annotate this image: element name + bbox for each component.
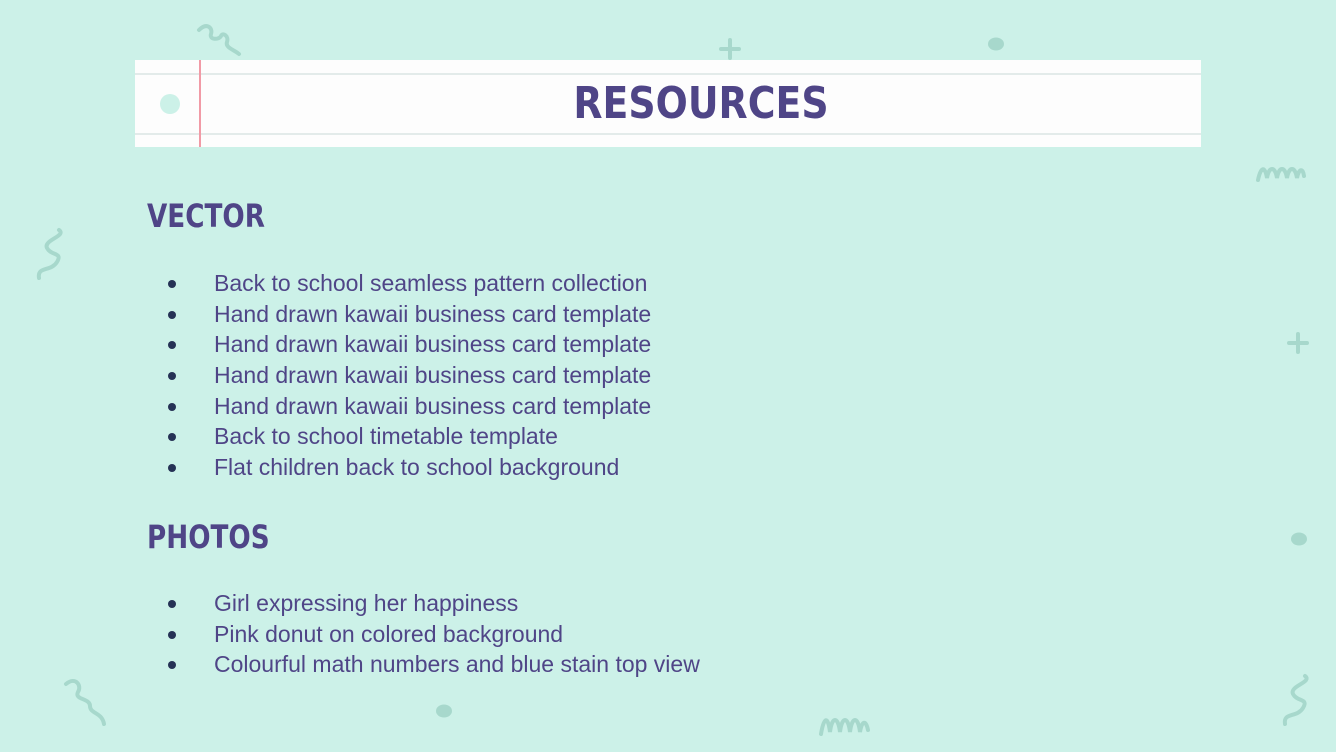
notebook-hole-icon	[160, 94, 180, 114]
list-item[interactable]	[168, 649, 700, 680]
squiggle-icon	[62, 676, 110, 728]
list-item[interactable]	[168, 360, 651, 391]
plus-icon	[1286, 331, 1310, 355]
title-bar	[135, 60, 1201, 147]
list-item[interactable]	[168, 329, 651, 360]
list-item-label: Colourful math numbers and blue stain top view	[214, 651, 700, 678]
squiggle-icon	[1279, 672, 1315, 728]
list-item-label: Back to school seamless pattern collection	[214, 270, 648, 296]
bullet-icon	[168, 631, 176, 639]
list-item[interactable]	[168, 299, 651, 330]
list-item[interactable]	[168, 619, 700, 650]
list-item-label: Pink donut on colored background	[214, 620, 564, 647]
bullet-icon	[168, 403, 176, 411]
squiggle-icon	[195, 22, 245, 60]
notebook-rule-line	[135, 133, 1201, 135]
list-item-label: Girl expressing her happiness	[214, 590, 519, 616]
section-heading-vector: VECTOR	[147, 197, 265, 235]
bullet-icon	[168, 280, 176, 288]
bullet-icon	[168, 600, 176, 608]
notebook-margin-line	[199, 60, 201, 147]
dot-icon	[435, 703, 453, 719]
zigzag-icon	[818, 710, 872, 738]
list-item-label: Flat children back to school background	[214, 454, 620, 481]
list-item-label: Hand drawn kawaii business card template	[214, 300, 652, 327]
bullet-icon	[168, 661, 176, 669]
zigzag-icon	[1255, 160, 1307, 184]
bullet-icon	[168, 311, 176, 319]
list-item-label: Hand drawn kawaii business card template	[214, 362, 652, 389]
list-item[interactable]	[168, 452, 651, 483]
list-item-label: Hand drawn kawaii business card template	[214, 392, 652, 419]
bullet-icon	[168, 433, 176, 441]
photos-resource-list	[168, 588, 700, 680]
plus-icon	[718, 37, 742, 61]
bullet-icon	[168, 464, 176, 472]
section-heading-photos: PHOTOS	[147, 518, 270, 556]
list-item-label: Back to school timetable template	[214, 423, 558, 450]
list-item[interactable]	[168, 421, 651, 452]
bullet-icon	[168, 372, 176, 380]
bullet-icon	[168, 341, 176, 349]
list-item[interactable]	[168, 268, 651, 299]
list-item[interactable]	[168, 391, 651, 422]
vector-resource-list	[168, 268, 651, 483]
list-item[interactable]	[168, 588, 700, 619]
dot-icon	[987, 36, 1005, 52]
slide-title: RESOURCES	[573, 78, 829, 129]
dot-icon	[1290, 531, 1308, 547]
squiggle-icon	[33, 226, 69, 282]
list-item-label: Hand drawn kawaii business card template	[214, 331, 652, 358]
